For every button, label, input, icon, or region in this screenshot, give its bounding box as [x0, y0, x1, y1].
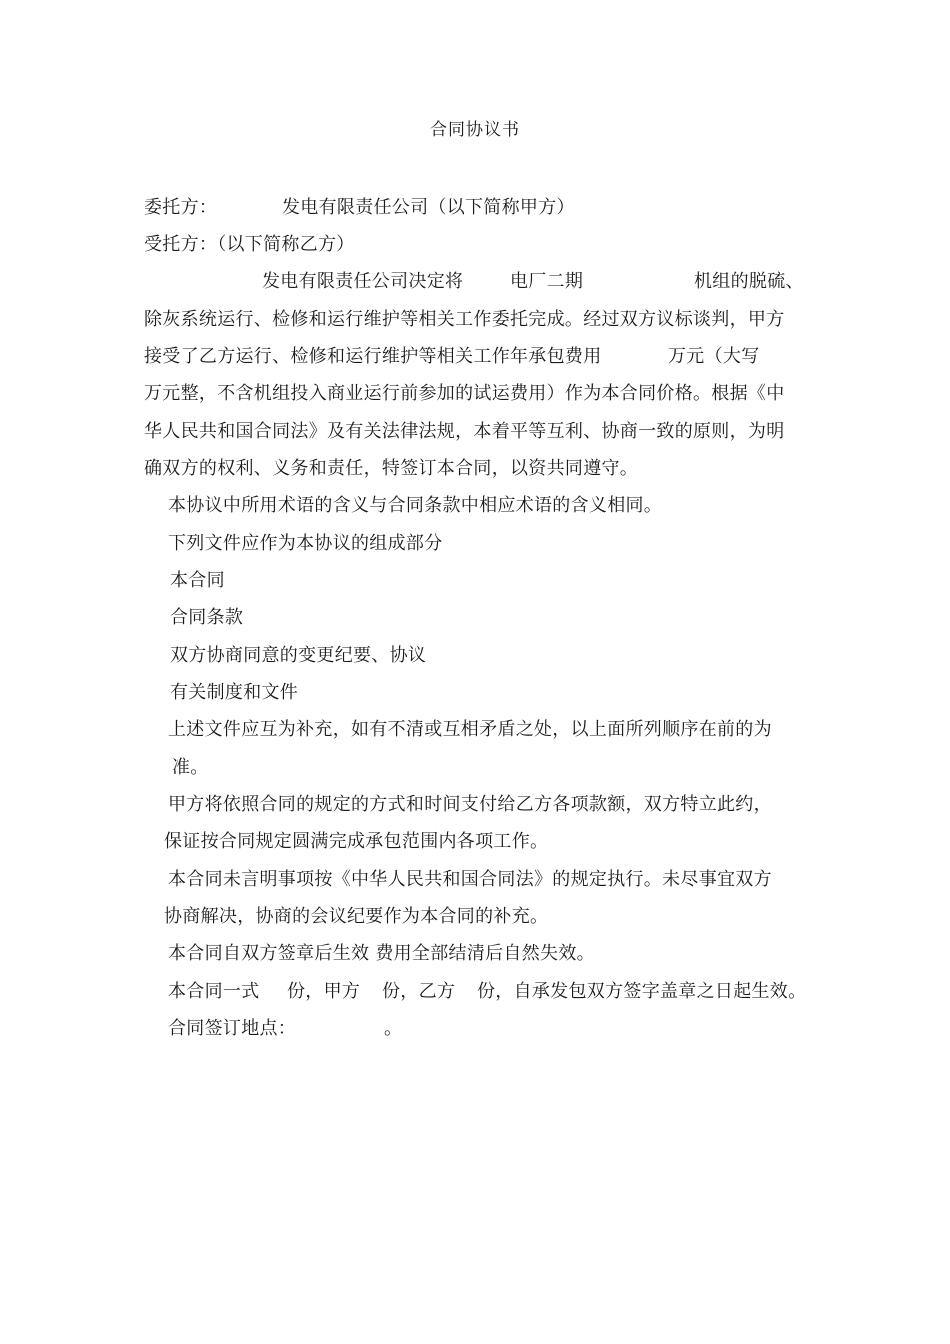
- intro-seg3: 机组的脱硫、: [694, 271, 804, 292]
- documents-list-item: 本合同: [170, 570, 225, 591]
- payment-line2: 保证按合同规定圆满完成承包范围内各项工作。: [164, 831, 549, 852]
- payment-line1: 甲方将依照合同的规定的方式和时间支付给乙方各项款额，双方特立此约，: [168, 794, 772, 815]
- documents-heading: 下列文件应作为本协议的组成部分: [168, 533, 443, 554]
- intro-seg2: 电厂二期: [510, 271, 584, 292]
- intro-seg1: 发电有限责任公司决定将: [262, 271, 464, 292]
- signing-place-end: 。: [384, 1018, 403, 1039]
- law-line2: 协商解决，协商的会议纪要作为本合同的补充。: [164, 906, 549, 927]
- document-title: 合同协议书: [430, 120, 520, 140]
- signing-place-label: 合同签订地点：: [168, 1018, 297, 1039]
- copies-seg3: 份，乙方: [382, 981, 456, 1002]
- law-line1: 本合同未言明事项按《中华人民共和国合同法》的规定执行。未尽事宜双方: [168, 869, 772, 890]
- copies-seg1: 本合同一式: [168, 981, 260, 1002]
- copies-seg4: 份，自承发包双方签字盖章之日起生效。: [477, 981, 807, 1002]
- intro-line4: 万元整，不含机组投入商业运行前参加的试运费用）作为本合同价格。根据《中: [144, 383, 785, 404]
- documents-list-item: 合同条款: [170, 607, 244, 628]
- intro-line5: 华人民共和国合同法》及有关法律法规，本着平等互利、协商一致的原则，为明: [144, 421, 785, 442]
- terms-meaning: 本协议中所用术语的含义与合同条款中相应术语的含义相同。: [168, 495, 663, 516]
- supplement-line1: 上述文件应互为补充，如有不清或互相矛盾之处，以上面所列顺序在前的为: [168, 719, 772, 740]
- supplement-line2: 准。: [172, 757, 209, 778]
- documents-list-item: 双方协商同意的变更纪要、协议: [170, 645, 427, 666]
- effect-clause: 本合同自双方签章后生效 费用全部结清后自然失效。: [168, 943, 595, 964]
- entrusting-party-label: 委托方：: [144, 197, 218, 218]
- intro-line3b: 万元（大写: [668, 346, 760, 367]
- intro-line2: 除灰系统运行、检修和运行维护等相关工作委托完成。经过双方议标谈判，甲方: [144, 309, 785, 330]
- entrusting-party-name: 发电有限责任公司（以下简称甲方）: [282, 197, 575, 218]
- intro-line3a: 接受了乙方运行、检修和运行维护等相关工作年承包费用: [144, 346, 602, 367]
- copies-seg2: 份，甲方: [287, 981, 361, 1002]
- intro-line6: 确双方的权利、义务和责任，特签订本合同，以资共同遵守。: [144, 458, 639, 479]
- documents-list-item: 有关制度和文件: [170, 682, 299, 703]
- entrusted-party: 受托方：（以下简称乙方）: [144, 234, 355, 255]
